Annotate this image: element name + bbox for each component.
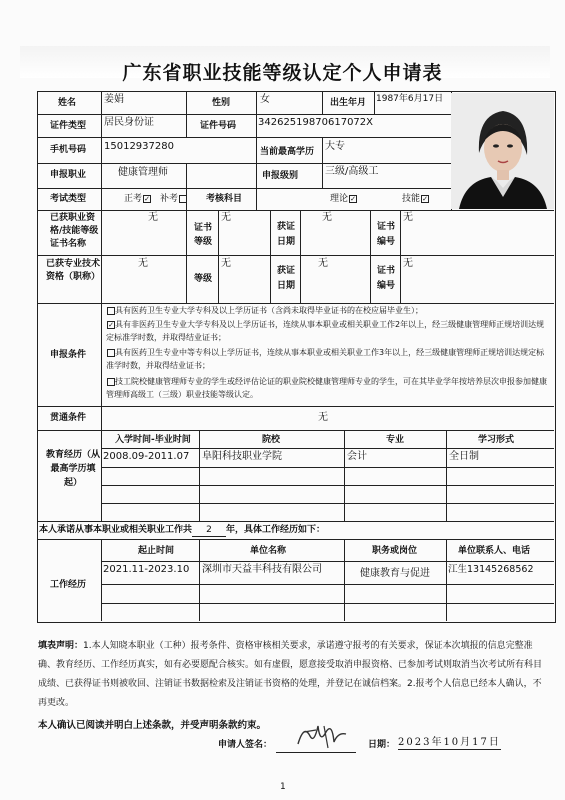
edu-row-major[interactable]: 会计 bbox=[347, 451, 367, 462]
work-header-contact: 单位联系人、电话 bbox=[458, 546, 531, 556]
work-header-period: 起止时间 bbox=[138, 546, 175, 556]
work-header-position: 职务或岗位 bbox=[372, 546, 418, 556]
work-history-label: 工作经历 bbox=[50, 580, 87, 590]
cert-no-label-2: 编号 bbox=[377, 237, 396, 247]
work-row-company[interactable]: 深圳市天益丰科技有限公司 bbox=[202, 564, 322, 575]
edu-row-school[interactable]: 阜阳科技职业学院 bbox=[202, 451, 282, 462]
phone-value[interactable]: 15012937280 bbox=[104, 141, 174, 152]
form-title: 广东省职业技能等级认定个人申请表 bbox=[122, 62, 443, 84]
cert-label: 证书 bbox=[194, 223, 213, 233]
exam-type-label: 考试类型 bbox=[50, 194, 87, 204]
subject-skill[interactable]: 技能✓ bbox=[402, 194, 429, 205]
subject-label: 考核科目 bbox=[206, 194, 243, 204]
applicant-photo bbox=[451, 93, 554, 209]
phone-label: 手机号码 bbox=[50, 145, 87, 155]
birth-label: 出生年月 bbox=[330, 98, 367, 108]
prof-date-label-2: 日期 bbox=[277, 281, 296, 291]
cert-level-label: 等级 bbox=[194, 237, 213, 247]
declaration-title: 填表声明： bbox=[38, 641, 84, 651]
education-label: 当前最高学历 bbox=[260, 147, 315, 157]
cert-vocational-date[interactable]: 无 bbox=[322, 212, 332, 223]
prof-no-label-2: 编号 bbox=[377, 281, 396, 291]
checkbox-icon[interactable] bbox=[107, 378, 115, 386]
cert-no-label-1: 证书 bbox=[377, 222, 396, 232]
work-years-promise: 本人承诺从事本职业或相关职业工作共 2 年，具体工作经历如下： bbox=[39, 525, 326, 535]
edu-header-form: 学习形式 bbox=[478, 435, 515, 445]
cert-vocational-level[interactable]: 无 bbox=[221, 212, 231, 223]
subject-theory[interactable]: 理论✓ bbox=[330, 194, 357, 205]
cert-professional-level[interactable]: 无 bbox=[221, 258, 231, 269]
cert-professional-label: 已获专业技术资格（职称） bbox=[46, 259, 101, 282]
declaration-text: 1.本人知晓本职业（工种）报考条件、资格审核相关要求，承诺遵守报考的有关要求，保证本次填报的信息完整准确、教育经历、工作经历真实，如有必要愿配合核实。如有虚假，愿意接受取消申报资格、已参加考试则取消当次考试所有科目成绩、已获得证书则被收回、注销证书数据检索及注销证书资格的处理，并登记在诚信档案。2.报考个人信息已经本人确认，不再更改。 bbox=[38, 641, 543, 708]
occupation-label: 申报职业 bbox=[50, 170, 87, 180]
edu-header-major: 专业 bbox=[386, 435, 405, 445]
id-number-label: 证件号码 bbox=[200, 121, 237, 131]
cert-date-label-1: 获证 bbox=[277, 222, 296, 232]
id-type-value[interactable]: 居民身份证 bbox=[104, 117, 154, 128]
name-value[interactable]: 姜娟 bbox=[104, 94, 124, 105]
signature-label: 申请人签名： bbox=[218, 740, 273, 750]
cert-professional-name[interactable]: 无 bbox=[138, 258, 148, 269]
checkbox-icon[interactable] bbox=[421, 195, 429, 203]
cert-date-label-2: 日期 bbox=[277, 237, 296, 247]
cert-professional-date[interactable]: 无 bbox=[318, 258, 328, 269]
condition-item[interactable]: 具有医药卫生专业大学专科及以上学历证书（含尚未取得毕业证书的在校应届毕业生）； bbox=[106, 304, 550, 317]
condition-item[interactable]: ✓具有非医药卫生专业大学专科及以上学历证书，连续从事本职业或相关职业工作2年以上，经三级健康管理师正规培训达规定标准学时数，并取得结业证书； bbox=[106, 318, 550, 344]
cert-vocational-number[interactable]: 无 bbox=[403, 212, 413, 223]
declaration bbox=[38, 637, 548, 713]
checkbox-icon[interactable] bbox=[179, 195, 187, 203]
checkbox-icon[interactable] bbox=[107, 349, 115, 357]
edu-row-period[interactable]: 2008.09-2011.07 bbox=[103, 451, 190, 462]
level-label: 申报级别 bbox=[262, 171, 299, 181]
birth-value[interactable]: 1987年6月17日 bbox=[376, 94, 444, 104]
signature-date[interactable]: 2023年10月17日 bbox=[398, 737, 501, 748]
edu-row-form[interactable]: 全日制 bbox=[449, 451, 479, 462]
cert-vocational-label: 已获职业资格/技能等级证书名称 bbox=[50, 213, 99, 249]
education-history-label: 教育经历（从最高学历填起） bbox=[46, 450, 101, 488]
prof-no-label-1: 证书 bbox=[377, 266, 396, 276]
gender-value[interactable]: 女 bbox=[260, 94, 270, 105]
id-type-label: 证件类型 bbox=[50, 121, 87, 131]
conditions-label: 申报条件 bbox=[50, 350, 87, 360]
prof-date-label-1: 获证 bbox=[277, 266, 296, 276]
work-header-company: 单位名称 bbox=[250, 546, 287, 556]
exam-option-first[interactable]: 正考✓ bbox=[124, 194, 151, 205]
declaration-confirm: 本人确认已阅读并明白上述条款，并受声明条款约束。 bbox=[38, 720, 267, 731]
cert-professional-number[interactable]: 无 bbox=[403, 258, 413, 269]
work-row-position[interactable]: 健康教育与促进 bbox=[360, 568, 430, 579]
prof-level-label: 等级 bbox=[194, 274, 213, 284]
exam-option-retake[interactable]: 补考 bbox=[160, 194, 187, 205]
date-label: 日期： bbox=[368, 740, 396, 750]
edu-header-period: 入学时间-毕业时间 bbox=[115, 435, 191, 445]
condition-item[interactable]: 技工院校健康管理师专业的学生或经评估论证的职业院校健康管理师专业的学生，可在其毕业学年按培养层次申报参加健康管理师高级工（三级）职业技能等级认定。 bbox=[106, 377, 547, 399]
cert-vocational-name[interactable]: 无 bbox=[148, 212, 158, 223]
checkbox-icon[interactable] bbox=[143, 195, 151, 203]
signature[interactable] bbox=[294, 714, 350, 758]
edu-header-school: 院校 bbox=[262, 435, 281, 445]
through-label: 贯通条件 bbox=[50, 413, 87, 423]
work-years-value[interactable]: 2 bbox=[192, 525, 226, 537]
condition-item[interactable]: 具有医药卫生专业中等专科以上学历证书，连续从事本职业或相关职业工作3年以上，经三级健康管理师正规培训达规定标准学时数，并取得结业证书； bbox=[106, 348, 545, 370]
through-value[interactable]: 无 bbox=[318, 412, 328, 423]
page-number: 1 bbox=[280, 782, 286, 792]
work-row-contact[interactable]: 江生13145268562 bbox=[448, 564, 534, 575]
checkbox-icon[interactable] bbox=[107, 307, 115, 315]
occupation-value[interactable]: 健康管理师 bbox=[118, 167, 168, 178]
id-number-value[interactable]: 34262519870617072X bbox=[258, 117, 374, 128]
name-label: 姓名 bbox=[58, 98, 77, 108]
checkbox-icon[interactable] bbox=[107, 321, 115, 329]
checkbox-icon[interactable] bbox=[349, 195, 357, 203]
gender-label: 性别 bbox=[212, 98, 231, 108]
education-value[interactable]: 大专 bbox=[325, 141, 345, 152]
level-value[interactable]: 三级/高级工 bbox=[325, 166, 379, 177]
work-row-period[interactable]: 2021.11-2023.10 bbox=[103, 564, 190, 575]
